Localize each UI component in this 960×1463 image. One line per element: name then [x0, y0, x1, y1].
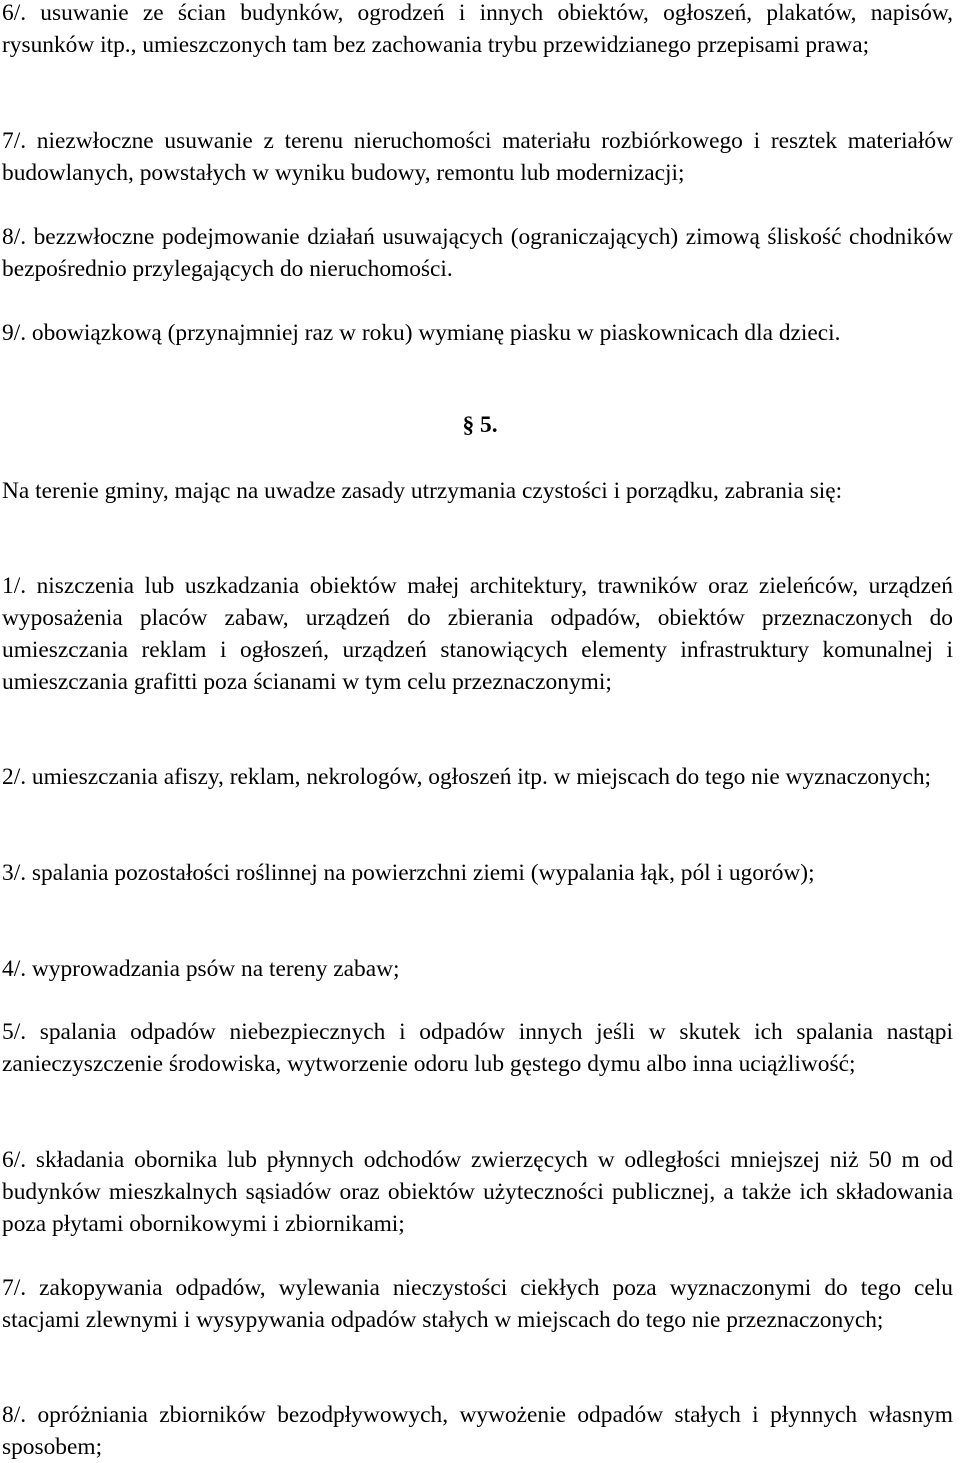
- prohibition-8: 8/. opróżniania zbiorników bezodpływowych, wywożenie odpadów stałych i płynnych własnym sposobem;: [2, 1402, 953, 1460]
- prohibition-4: 4/. wyprowadzania psów na tereny zabaw;: [2, 956, 400, 982]
- prohibition-3: 3/. spalania pozostałości roślinnej na powierzchni ziemi (wypalania łąk, pól i ugorów);: [2, 860, 815, 886]
- section-intro: Na terenie gminy, mając na uwadze zasady utrzymania czystości i porządku, zabrania się:: [2, 478, 843, 504]
- section-heading: § 5.: [462, 412, 498, 438]
- paragraph-9: 9/. obowiązkową (przynajmniej raz w roku) wymianę piasku w piaskownicach dla dzieci.: [2, 320, 841, 346]
- prohibition-1: 1/. niszczenia lub uszkadzania obiektów małej architektury, trawników oraz zieleńców, urządzeń wyposażenia placów zabaw, urządzeń do zbierania odpadów, obiektów przeznaczonych do umieszczania reklam i ogłoszeń, urządzeń stanowiących elementy infrastruktury komunalnej i umieszczania grafitti poza ścianami w tym celu przeznaczonymi;: [2, 573, 953, 695]
- paragraph-6: 6/. usuwanie ze ścian budynków, ogrodzeń i innych obiektów, ogłoszeń, plakatów, napisów, rysunków itp., umieszczonych tam bez zachowania trybu przewidzianego przepisami prawa;: [2, 0, 953, 58]
- prohibition-7: 7/. zakopywania odpadów, wylewania nieczystości ciekłych poza wyznaczonymi do tego celu stacjami zlewnymi i wysypywania odpadów stałych w miejscach do tego nie przeznaczonych;: [2, 1275, 953, 1333]
- prohibition-2: 2/. umieszczania afiszy, reklam, nekrologów, ogłoszeń itp. w miejscach do tego nie wyznaczonych;: [2, 764, 932, 790]
- paragraph-7: 7/. niezwłoczne usuwanie z terenu nieruchomości materiału rozbiórkowego i resztek materiałów budowlanych, powstałych w wyniku budowy, remontu lub modernizacji;: [2, 128, 953, 186]
- prohibition-5: 5/. spalania odpadów niebezpiecznych i odpadów innych jeśli w skutek ich spalania nastąpi zanieczyszczenie środowiska, wytworzenie odoru lub gęstego dymu albo inna uciążliwość;: [2, 1019, 953, 1077]
- prohibition-6: 6/. składania obornika lub płynnych odchodów zwierzęcych w odległości mniejszej niż 50 m od budynków mieszkalnych sąsiadów oraz obiektów użyteczności publicznej, a także ich składowania poza płytami obornikowymi i zbiornikami;: [2, 1147, 953, 1237]
- paragraph-8: 8/. bezzwłoczne podejmowanie działań usuwających (ograniczających) zimową śliskość chodników bezpośrednio przylegających do nieruchomości.: [2, 224, 953, 282]
